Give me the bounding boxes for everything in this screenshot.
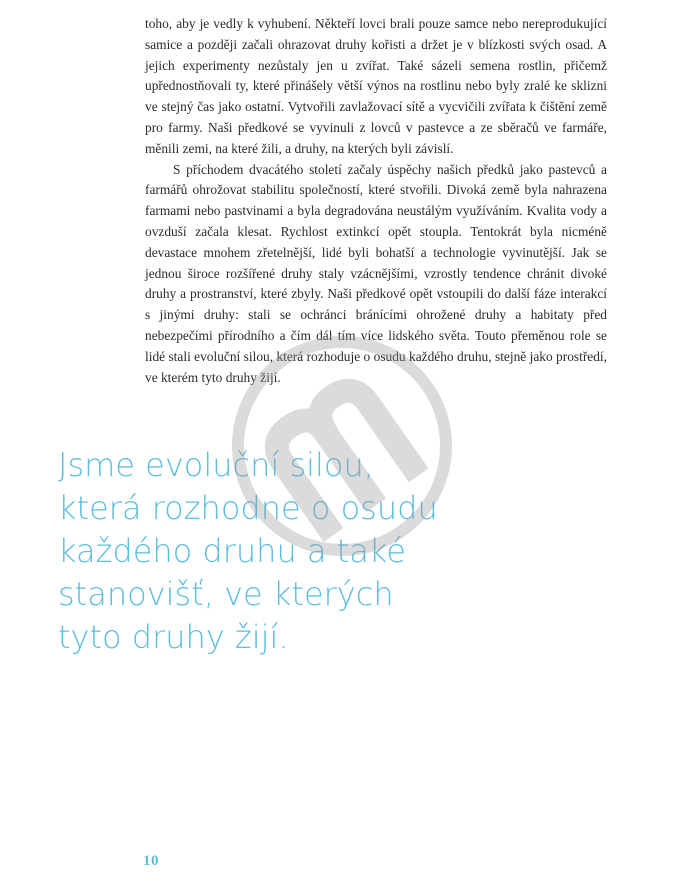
pull-quote-line-5: tyto druhy žijí. (58, 618, 289, 656)
page-number: 10 (143, 853, 159, 869)
pull-quote-line-1: Jsme evoluční silou, (58, 446, 374, 484)
pull-quote (58, 444, 498, 659)
pull-quote-line-4: stanovišť, ve kterých (58, 575, 394, 613)
paragraph-1: toho, aby je vedly k vyhubení. Někteří lovci brali pouze samce nebo nereprodukující samice a později začali ohrazovat druhy kořisti a držet je v blízkosti svých osad. A jejich experimenty nezůstaly jen u zvířat. Také sázeli semena rostlin, přičemž upřednostňovali ty, které přinášely větší výnos na rostlinu nebo byly zralé ke sklizni ve stejný čas jako ostatní. Vytvořili zavlažovací sítě a vycvičili zvířata k čištění země pro farmy. Naši předkové se vyvinuli z lovců v pastevce a ze sběračů ve farmáře, měnili zemi, na které žili, a druhy, na kterých byli závislí. (145, 16, 607, 156)
paragraph-2: S příchodem dvacátého století začaly úspěchy našich předků jako pastevců a farmářů ohrožovat stabilitu společností, které stvořili. Divoká země byla nahrazena farmami nebo pastvinami a byla degradována neustálým využíváním. Kvalita vody a ovzduší začala klesat. Rychlost extinkcí opět stoupla. Tentokrát byla nicméně devastace mnohem zřetelnější, lidé byli bohatší a technologie vyvinutější. Jak se jednou široce rozšířené druhy staly vzácnějšími, vzrostly tendence chránit divoké druhy a prostranství, které zbyly. Naši předkové opět vstoupili do další fáze interakcí s jinými druhy: stali se ochránci bránícími ohrožené druhy a habitaty před nebezpečími přírodního a čím dál tím více lidského světa. Touto přeměnou role se lidé stali evoluční silou, která rozhoduje o osudu každého druhu, stejně jako prostředí, ve kterém tyto druhy žijí. (145, 161, 607, 385)
pull-quote-line-3: každého druhu a také (58, 532, 406, 570)
body-text (145, 14, 607, 388)
pull-quote-line-2: která rozhodne o osudu (58, 489, 438, 527)
